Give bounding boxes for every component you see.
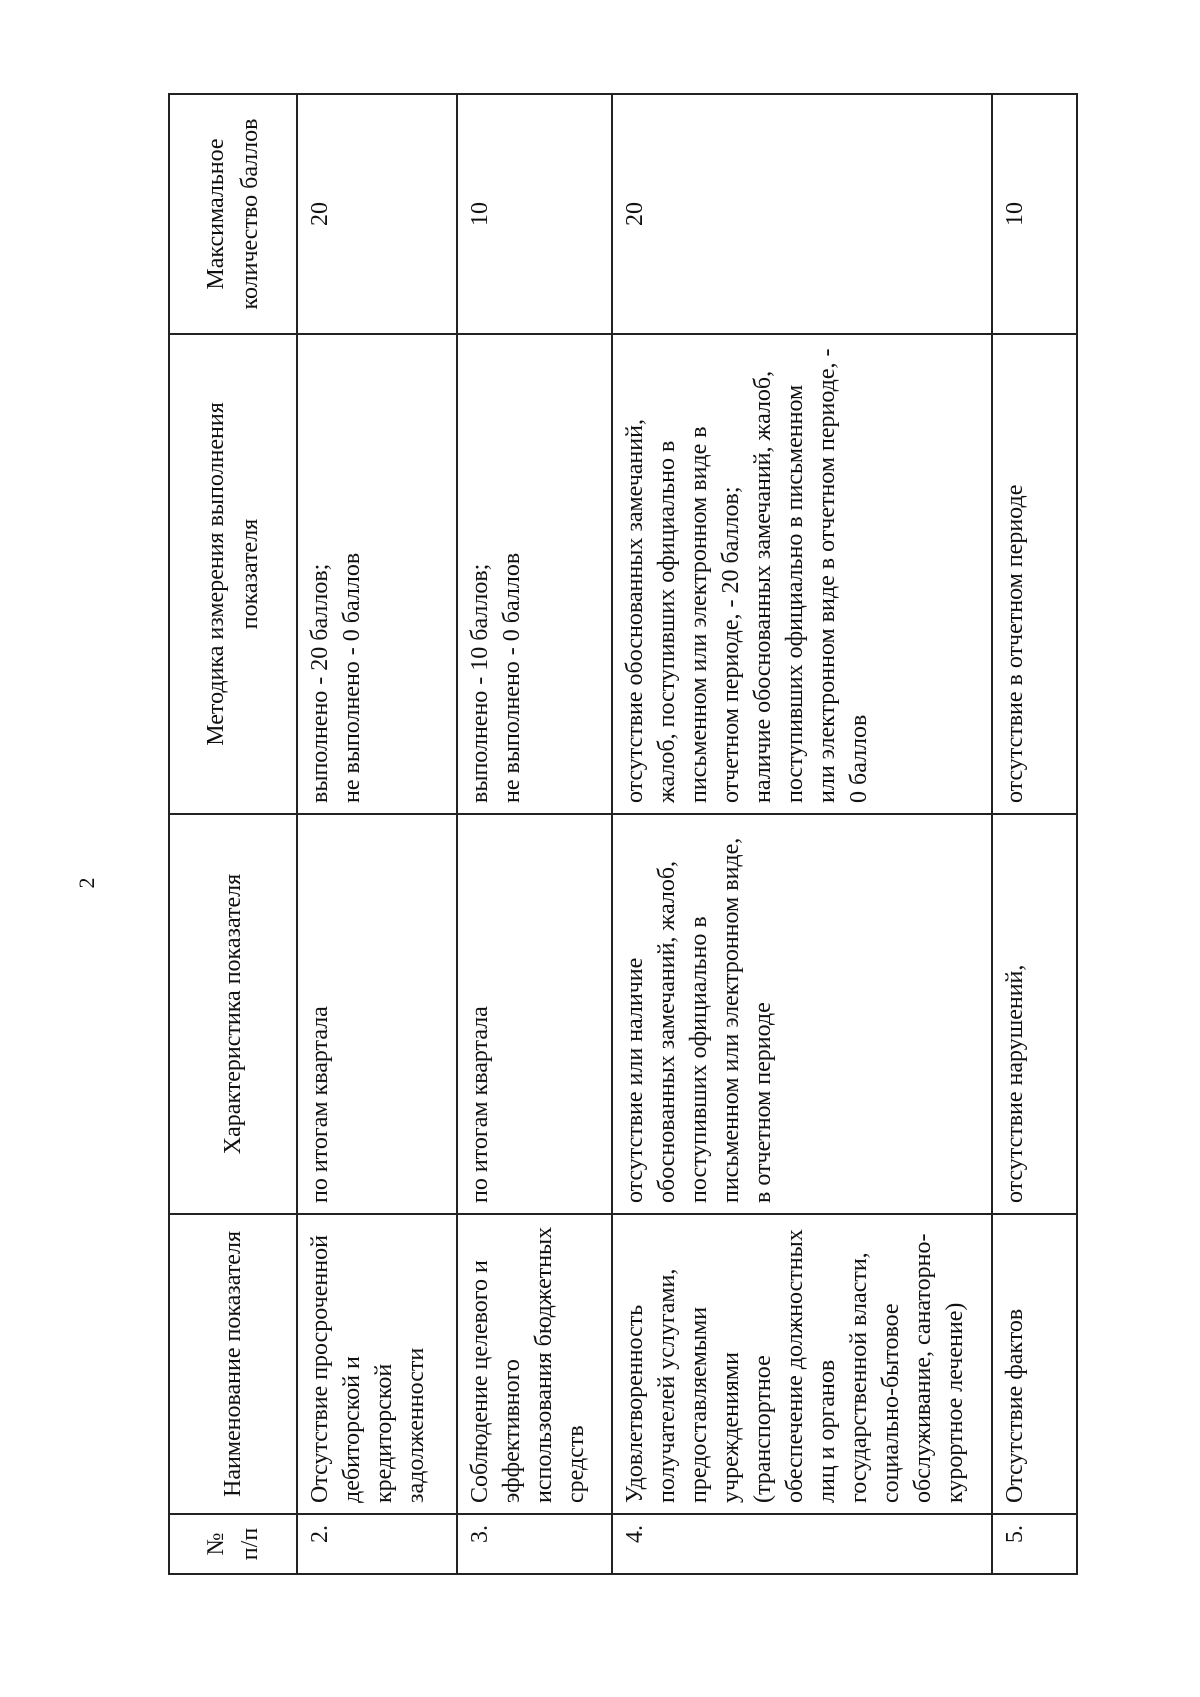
row-max-score: 20 [612,94,992,334]
row-name: Отсутствие просроченной дебиторской и кредиторской задолженности [297,1214,457,1514]
method-line: не выполнено - 0 баллов [499,552,525,803]
row-method [992,334,1077,814]
row-max-score: 20 [297,94,457,334]
rotated-page-content [168,95,1078,1575]
header-name: Наименование показателя [169,1214,297,1514]
method-line: выполнено - 20 баллов; [307,563,333,803]
row-name: Отсутствие фактов [992,1214,1077,1514]
header-characteristic: Характеристика показателя [169,814,297,1214]
row-name: Соблюдение целевого и эффективного использования бюджетных средств [457,1214,612,1514]
row-num: 3. [457,1514,612,1574]
row-name: Удовлетворенность получателей услугами, предоставляемыми учреждениями (транспортное обеспечение должностных лиц и органов государственной власти, социально-бытовое обслуживание, санаторно-курортное лечение) [612,1214,992,1514]
method-line: выполнено - 10 баллов; [467,563,493,803]
row-characteristic: отсутствие нарушений, [992,814,1077,1214]
row-method [297,334,457,814]
table-header-row [169,94,297,1574]
page-number: 2 [74,877,99,889]
table-row [457,94,612,1574]
header-num: № п/п [169,1514,297,1574]
row-characteristic: по итогам квартала [297,814,457,1214]
header-method: Методика измерения выполнения показателя [169,334,297,814]
row-method [612,334,992,814]
method-line: наличие обоснованных замечаний, жалоб, поступивших официально в письменном или электронном виде в отчетном периоде, - 0 баллов [750,348,872,803]
row-characteristic: по итогам квартала [457,814,612,1214]
header-max-score: Максимальное количество баллов [169,94,297,334]
table-row [297,94,457,1574]
row-method [457,334,612,814]
method-line: отсутствие обоснованных замечаний, жалоб, поступивших официально в письменном или электронном виде в отчетном периоде, - 20 баллов; [622,419,744,803]
method-line: не выполнено - 0 баллов [339,552,365,803]
row-num: 5. [992,1514,1077,1574]
row-characteristic: отсутствие или наличие обоснованных замечаний, жалоб, поступивших официально в письменном или электронном виде, в отчетном периоде [612,814,992,1214]
row-num: 4. [612,1514,992,1574]
row-max-score: 10 [457,94,612,334]
table-row [612,94,992,1574]
indicators-table [168,93,1078,1575]
table-row [992,94,1077,1574]
row-max-score: 10 [992,94,1077,334]
row-num: 2. [297,1514,457,1574]
method-line: отсутствие в отчетном периоде [1002,484,1028,803]
